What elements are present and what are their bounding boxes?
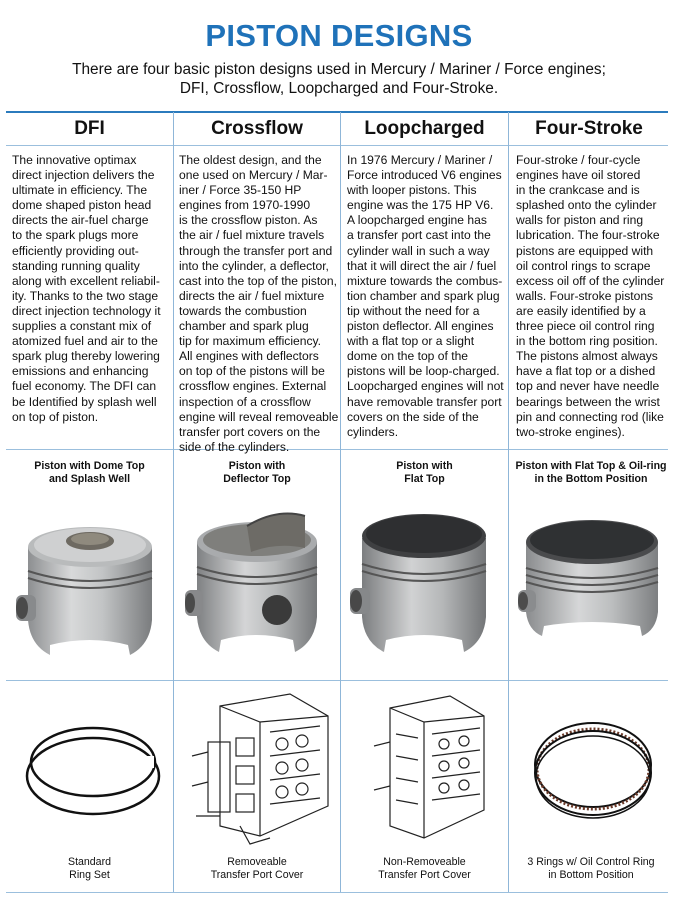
piston-flat-dark-icon: [512, 502, 672, 672]
text-line: directs the air-fuel charge: [12, 213, 149, 228]
text-line: spark plug thereby lowering: [12, 349, 160, 364]
text-line: lubrication. The four-stroke: [516, 228, 660, 243]
engine-block-icon: [360, 690, 490, 850]
description-four-stroke: [516, 153, 672, 440]
text-line: dome on the top of the: [347, 349, 469, 364]
text-line: chamber and spark plug: [179, 319, 309, 334]
bottom-caption-loopcharged: [341, 856, 508, 882]
text-line: tip for maximum efficiency.: [179, 334, 322, 349]
text-line: pistons are equipped with: [516, 243, 654, 258]
description-crossflow: [179, 153, 339, 455]
caption-line: Piston with: [396, 460, 453, 472]
text-line: ultimate in efficiency. The: [12, 183, 148, 198]
text-line: walls. Four-stroke pistons: [516, 288, 654, 303]
text-line: direct injection technology it: [12, 303, 161, 318]
text-line: atomized fuel and air to the: [12, 334, 158, 349]
bottom-caption-dfi: [6, 856, 173, 882]
text-line: side of the cylinders.: [179, 439, 290, 454]
text-line: emissions and enhancing: [12, 364, 149, 379]
text-line: is the crossflow piston. As: [179, 213, 318, 228]
header-rule: [6, 145, 668, 146]
text-line: pin and connecting rod (like: [516, 409, 664, 424]
text-line: crossflow engines. External: [179, 379, 327, 394]
piston-flat-icon: [344, 492, 504, 672]
column-heading-dfi: DFI: [74, 118, 105, 139]
text-line: Force introduced V6 engines: [347, 168, 502, 183]
piston-caption-loopcharged: [341, 460, 508, 486]
text-line: one used on Mercury / Mar-: [179, 168, 328, 183]
description-loopcharged: [347, 153, 507, 440]
caption-line: Flat Top: [404, 473, 445, 485]
caption-line: in the Bottom Position: [534, 473, 648, 485]
column-divider: [173, 112, 174, 892]
caption-line: Non-Removeable: [383, 856, 466, 868]
text-line: The pistons almost always: [516, 349, 658, 364]
caption-line: Piston with: [228, 460, 286, 472]
text-line: standing running quality: [12, 258, 140, 273]
text-line: into the cylinder, a deflector,: [179, 258, 329, 273]
text-line: engines from 1970-1990: [179, 198, 311, 213]
text-line: Loopcharged engines will not: [347, 379, 504, 394]
piston-deflector-icon: [177, 492, 337, 672]
caption-line: Ring Set: [69, 869, 110, 881]
bottom-caption-crossflow: [174, 856, 340, 882]
text-line: towards the combustion: [179, 303, 307, 318]
text-line: transfer port covers on the: [179, 424, 321, 439]
subtitle-line-1: There are four basic piston designs used in Mercury / Mariner / Force engines;: [72, 61, 606, 78]
piston-dome-icon: [10, 495, 170, 675]
column-heading-loopcharged: Loopcharged: [364, 118, 485, 139]
engine-block-icon: [180, 686, 335, 851]
caption-line: Standard: [68, 856, 111, 868]
text-line: mixture towards the combus-: [347, 273, 503, 288]
column-divider: [508, 112, 509, 892]
text-line: In 1976 Mercury / Mariner /: [347, 153, 493, 167]
page-subtitle: [0, 60, 678, 98]
text-line: bearings between the wrist: [516, 394, 660, 409]
text-line: engines have oil stored: [516, 168, 641, 183]
text-line: excess oil off of the cylinder: [516, 273, 665, 288]
text-line: inspection of a crossflow: [179, 394, 311, 409]
column-heading-crossflow: Crossflow: [211, 118, 303, 139]
text-line: a transfer port cast into the: [347, 228, 491, 243]
text-line: top and never have needle: [516, 379, 660, 394]
text-line: walls for piston and ring: [516, 213, 644, 228]
subtitle-line-2: DFI, Crossflow, Loopcharged and Four-Stroke.: [179, 80, 499, 97]
lower-rule: [6, 680, 668, 681]
text-line: the air / fuel mixture travels: [179, 228, 325, 243]
column-divider: [340, 112, 341, 892]
text-line: tion chamber and spark plug: [347, 288, 500, 303]
piston-rings-icon: [18, 712, 168, 832]
text-line: engine will reveal removeable: [179, 409, 339, 424]
text-line: The innovative optimax: [12, 153, 137, 167]
text-line: cylinder wall in such a way: [347, 243, 490, 258]
text-line: dome shaped piston head: [12, 198, 152, 213]
text-line: along with excellent reliabil-: [12, 273, 160, 288]
text-line: are easily identified by a: [516, 303, 646, 318]
caption-line: Piston with Flat Top & Oil-ring: [515, 460, 667, 472]
text-line: three piece oil control ring: [516, 319, 655, 334]
caption-line: Transfer Port Cover: [210, 869, 304, 881]
text-line: have a flat top or a dished: [516, 364, 656, 379]
text-line: with looper pistons. This: [347, 183, 477, 198]
oil-control-rings-icon: [528, 705, 658, 835]
text-line: engine was the 175 HP V6.: [347, 198, 494, 213]
text-line: direct injection delivers the: [12, 168, 155, 183]
text-line: directs the air / fuel mixture: [179, 288, 325, 303]
text-line: on top of the pistons will be: [179, 364, 325, 379]
text-line: that it will direct the air / fuel: [347, 258, 497, 273]
text-line: A loopcharged engine has: [347, 213, 487, 228]
text-line: two-stroke engines).: [516, 424, 625, 439]
text-line: piston deflector. All engines: [347, 319, 494, 334]
text-line: in the bottom ring position.: [516, 334, 658, 349]
text-line: in the crankcase and is: [516, 183, 640, 198]
caption-line: Deflector Top: [223, 473, 291, 485]
column-heading-four-stroke: Four-Stroke: [535, 118, 643, 139]
text-line: oil control rings to scrape: [516, 258, 651, 273]
page-title: PISTON DESIGNS: [205, 18, 473, 53]
text-line: splashed onto the cylinder: [516, 198, 657, 213]
caption-line: in Bottom Position: [548, 869, 634, 881]
text-line: be Identified by splash well: [12, 394, 157, 409]
text-line: have removable transfer port: [347, 394, 502, 409]
text-line: through the transfer port and: [179, 243, 333, 258]
piston-caption-crossflow: [174, 460, 340, 486]
text-line: supplies a constant mix of: [12, 319, 152, 334]
text-line: tip without the need for a: [347, 303, 480, 318]
caption-line: and Splash Well: [48, 473, 131, 485]
piston-caption-dfi: [6, 460, 173, 486]
text-line: to the spark plugs more: [12, 228, 139, 243]
text-line: Four-stroke / four-cycle: [516, 153, 641, 167]
text-line: iner / Force 35-150 HP: [179, 183, 302, 198]
bottom-rule: [6, 892, 668, 893]
text-line: fuel economy. The DFI can: [12, 379, 157, 394]
text-line: covers on the side of the: [347, 409, 479, 424]
text-line: ity. Thanks to the two stage: [12, 288, 159, 303]
text-line: The oldest design, and the: [179, 153, 322, 167]
text-line: with a flat top or a slight: [347, 334, 475, 349]
caption-line: 3 Rings w/ Oil Control Ring: [527, 856, 655, 868]
caption-line: Piston with Dome Top: [34, 460, 145, 472]
text-line: cylinders.: [347, 424, 399, 439]
text-line: pistons will be loop-charged.: [347, 364, 500, 379]
bottom-caption-four-stroke: [509, 856, 673, 882]
text-line: cast into the top of the piston,: [179, 273, 337, 288]
caption-line: Removeable: [227, 856, 287, 868]
description-dfi: [12, 153, 172, 425]
text-line: efficiently providing out-: [12, 243, 139, 258]
caption-line: Transfer Port Cover: [378, 869, 471, 881]
text-line: All engines with deflectors: [179, 349, 319, 364]
top-rule: [6, 111, 668, 113]
piston-caption-four-stroke: [509, 460, 673, 486]
text-line: on top of piston.: [12, 409, 99, 424]
